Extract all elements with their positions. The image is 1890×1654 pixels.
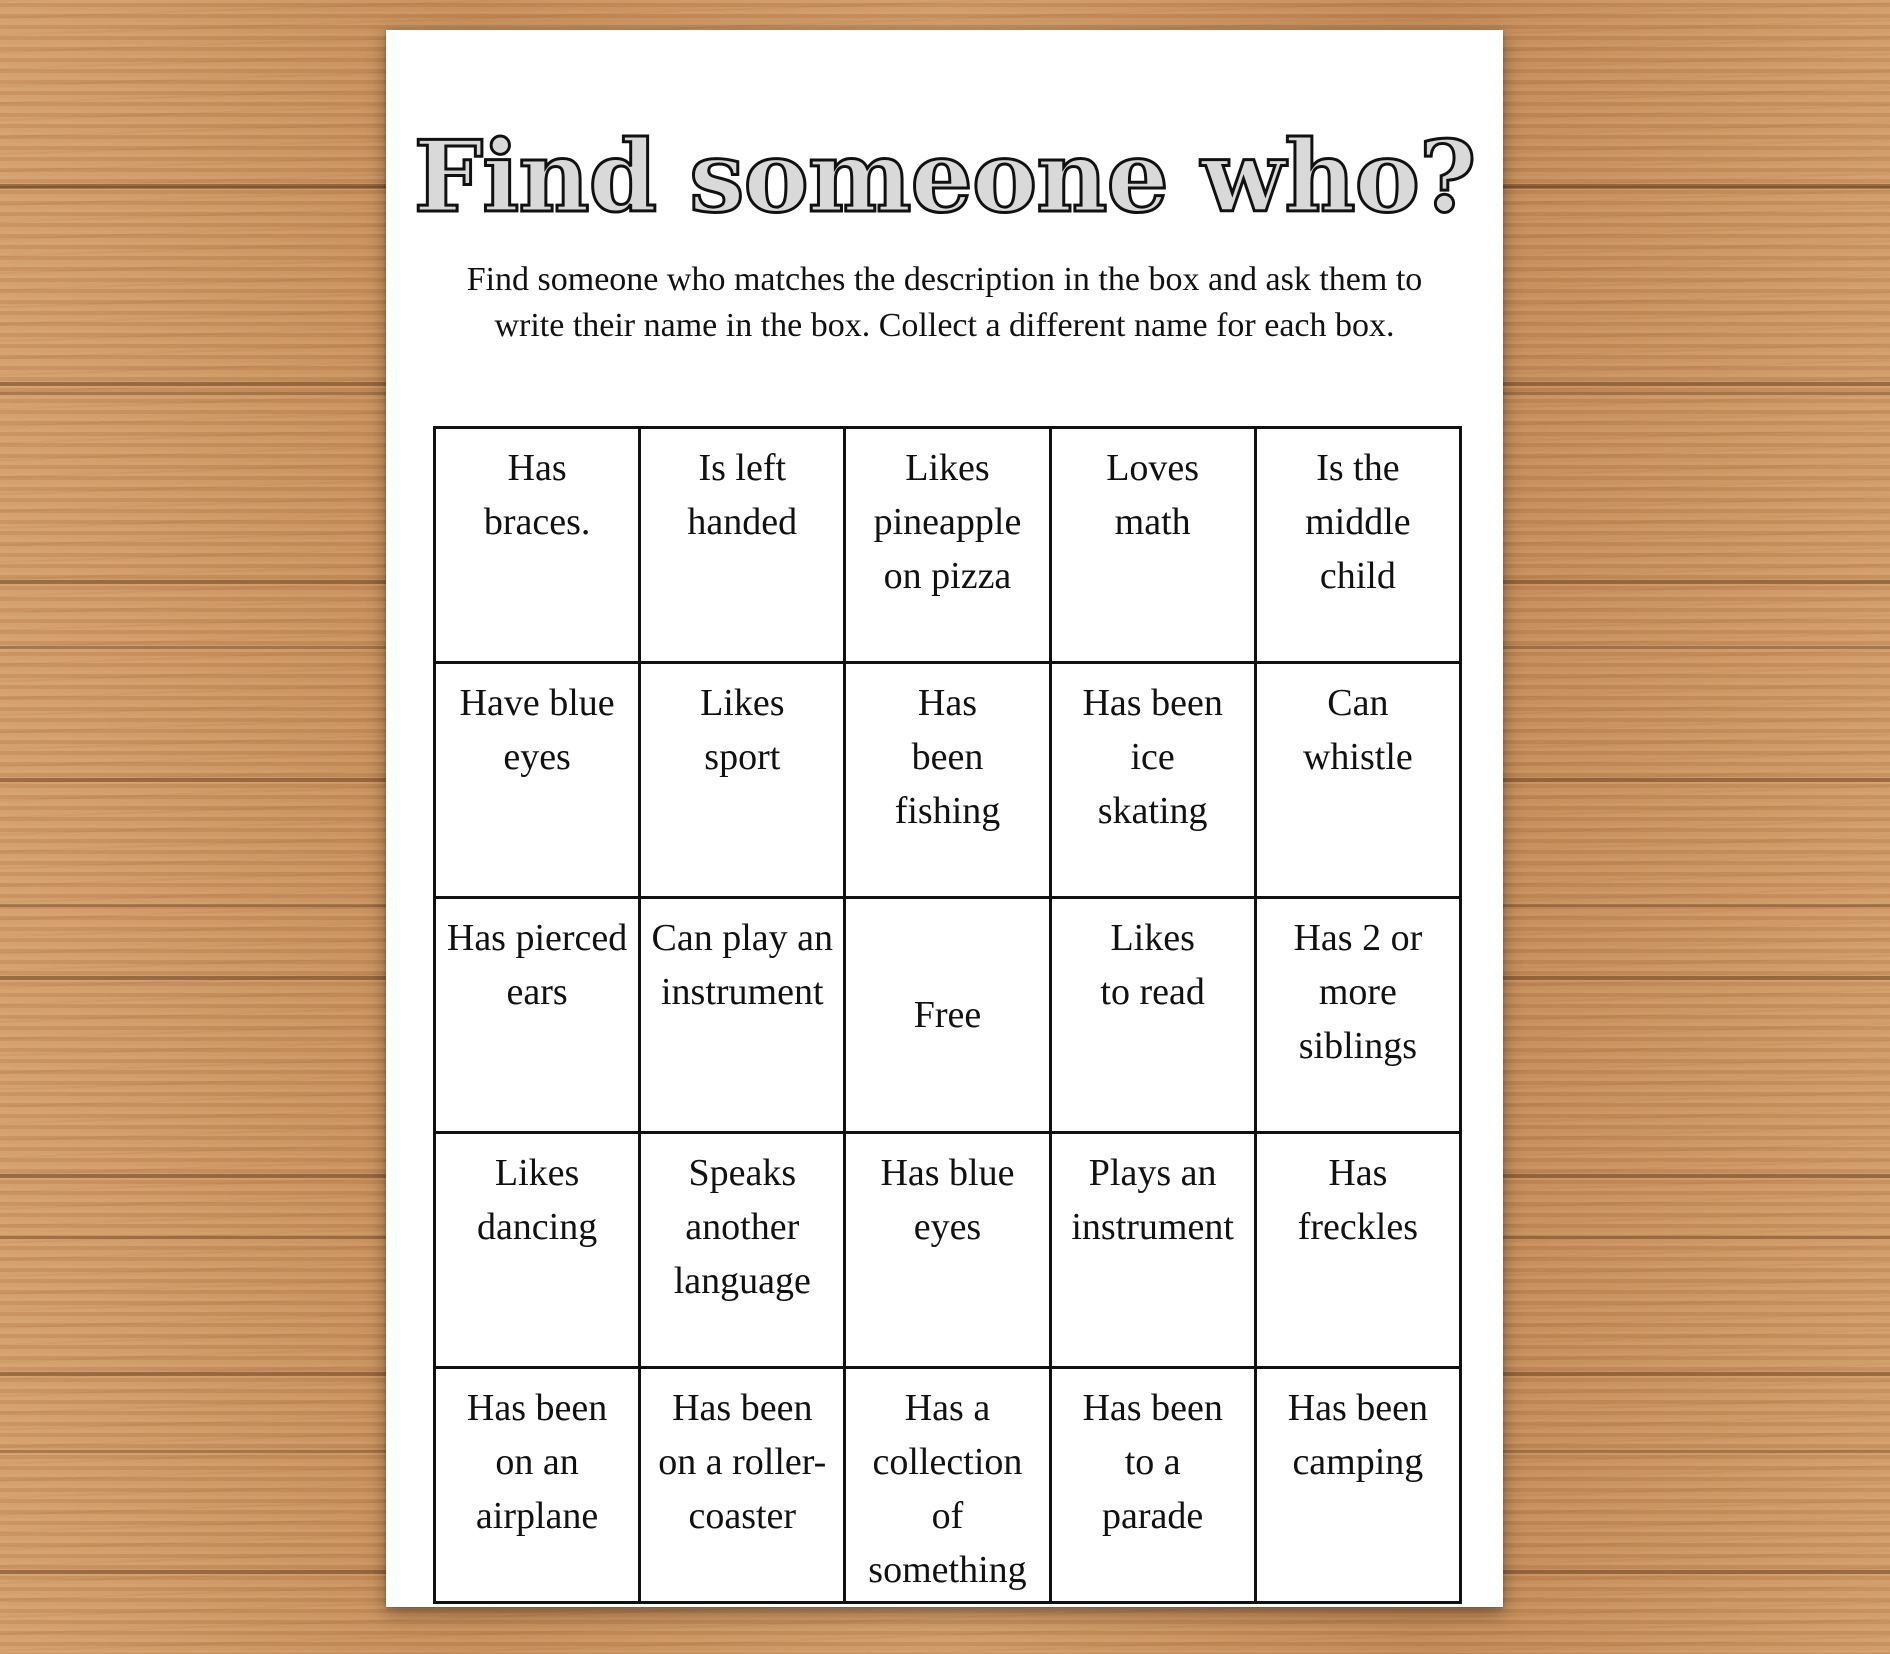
grid-cell[interactable]: Is left handed <box>640 428 845 663</box>
grid-cell[interactable]: Has braces. <box>435 428 640 663</box>
grid-cell[interactable]: Has been camping <box>1255 1368 1460 1603</box>
grid-cell[interactable]: Has a collection of something <box>845 1368 1050 1603</box>
grid-cell[interactable]: Likes dancing <box>435 1133 640 1368</box>
grid-cell[interactable]: Has been fishing <box>845 663 1050 898</box>
grid-cell[interactable]: Is the middle child <box>1255 428 1460 663</box>
grid-row <box>435 428 1461 663</box>
grid-cell[interactable]: Likes to read <box>1050 898 1255 1133</box>
grid-cell[interactable]: Speaks another language <box>640 1133 845 1368</box>
grid-cell[interactable]: Has been to a parade <box>1050 1368 1255 1603</box>
grid-cell[interactable]: Has freckles <box>1255 1133 1460 1368</box>
grid-cell[interactable]: Has been on a roller- coaster <box>640 1368 845 1603</box>
bingo-grid <box>433 426 1462 1604</box>
grid-cell[interactable]: Have blue eyes <box>435 663 640 898</box>
grid-row <box>435 1133 1461 1368</box>
grid-cell[interactable]: Has pierced ears <box>435 898 640 1133</box>
grid-cell[interactable]: Has been ice skating <box>1050 663 1255 898</box>
grid-row <box>435 663 1461 898</box>
grid-row <box>435 1368 1461 1603</box>
grid-cell[interactable]: Likes sport <box>640 663 845 898</box>
grid-cell[interactable]: Can whistle <box>1255 663 1460 898</box>
grid-cell[interactable]: Plays an instrument <box>1050 1133 1255 1368</box>
worksheet-paper <box>386 30 1503 1607</box>
grid-cell[interactable]: Likes pineapple on pizza <box>845 428 1050 663</box>
grid-cell[interactable]: Has been on an airplane <box>435 1368 640 1603</box>
grid-cell[interactable]: Has blue eyes <box>845 1133 1050 1368</box>
worksheet-instructions: Find someone who matches the description in the box and ask them to write their name in the box. Collect a different name for each box. <box>466 261 1423 344</box>
grid-cell[interactable]: Has 2 or more siblings <box>1255 898 1460 1133</box>
grid-row <box>435 898 1461 1133</box>
free-space-cell[interactable]: Free <box>845 898 1050 1133</box>
grid-cell[interactable]: Loves math <box>1050 428 1255 663</box>
worksheet-title: Find someone who? <box>413 120 1476 235</box>
grid-cell[interactable]: Can play an instrument <box>640 898 845 1133</box>
